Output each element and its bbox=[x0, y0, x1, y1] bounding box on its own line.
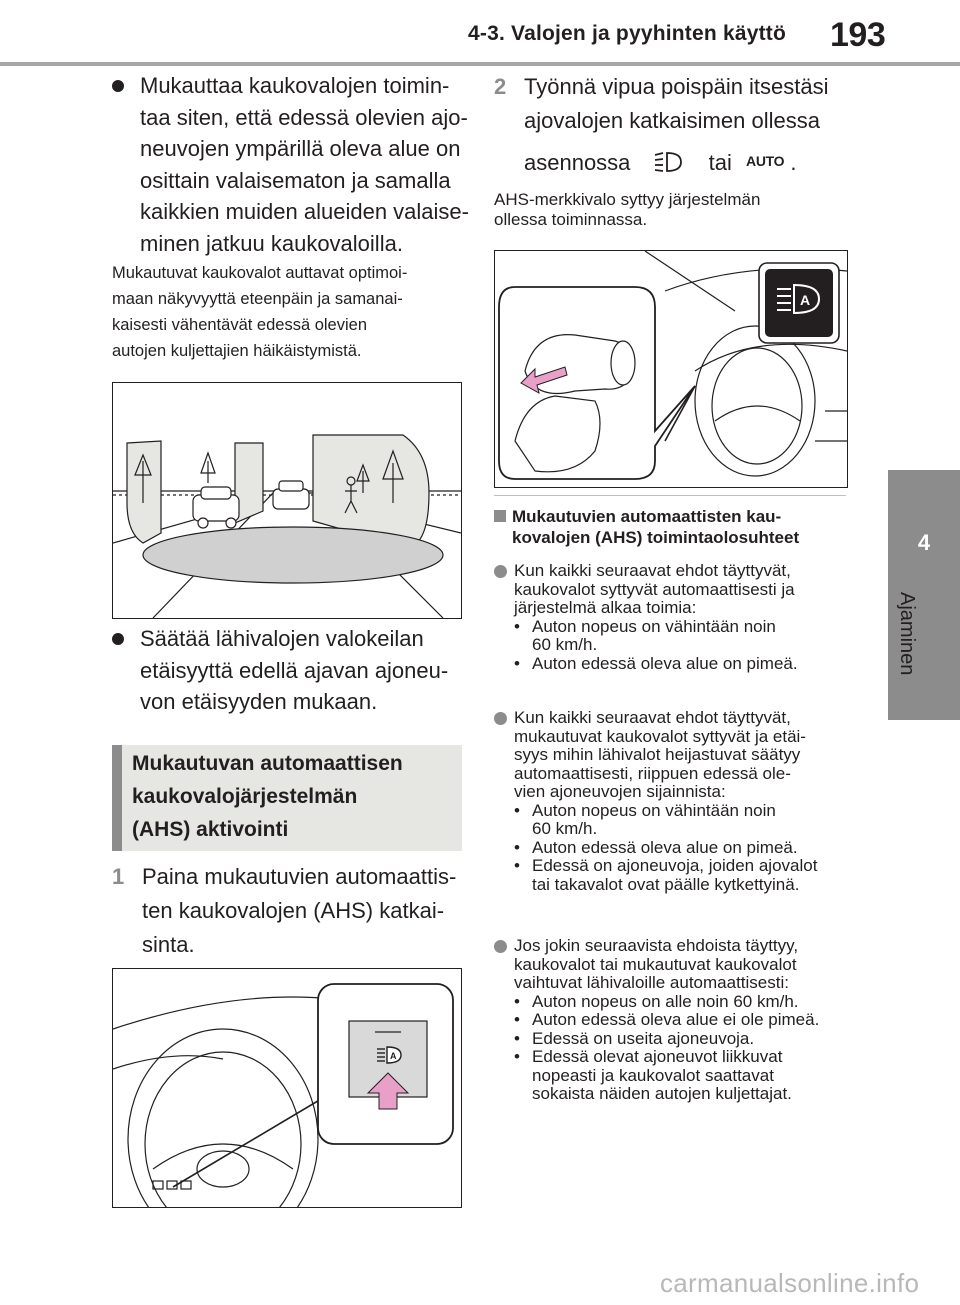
chapter-name-container bbox=[882, 592, 954, 712]
condition-item-2 bbox=[494, 709, 854, 894]
text-line: • Edessä on ajoneuvoja, joiden ajovalot bbox=[532, 856, 818, 875]
chapter-number: 4 bbox=[917, 530, 931, 555]
sub-bullet bbox=[494, 618, 854, 655]
text-line: Jos jokin seuraavista ehdoista täyttyy, bbox=[514, 936, 799, 955]
text-line: automaattisesti, riippuen edessä ole- bbox=[514, 763, 791, 783]
text-line: • Edessä on useita ajoneuvoja. bbox=[532, 1028, 755, 1048]
road-scene-drawing bbox=[113, 383, 461, 618]
text-line: Kun kaikki seuraavat ehdot täyttyvät, bbox=[514, 708, 791, 727]
sub-bullet bbox=[494, 993, 854, 1012]
section-heading bbox=[112, 745, 462, 851]
sub-bullet bbox=[494, 1011, 854, 1030]
text-line: neuvojen ympärillä oleva alue on bbox=[140, 136, 461, 161]
square-bullet-icon bbox=[494, 510, 506, 522]
text-line: • Auton nopeus on alle noin 60 km/h. bbox=[532, 991, 799, 1011]
running-header-title: 4-3. Valojen ja pyyhinten käyttö bbox=[468, 22, 786, 45]
step-2 bbox=[494, 70, 874, 185]
text-line: Paina mukautuvien automaattis- bbox=[142, 864, 457, 889]
text-fragment: . bbox=[790, 150, 797, 175]
text-line: taa siten, että edessä olevien ajo- bbox=[140, 104, 468, 130]
text-line: von etäisyyden mukaan. bbox=[140, 689, 378, 714]
section-title-line: (AHS) aktivointi bbox=[132, 818, 289, 841]
section-title-line: kaukovalojärjestelmän bbox=[132, 785, 358, 808]
condition-item-3 bbox=[494, 937, 854, 1104]
text-line: vaihtuvat lähivaloille automaattisesti: bbox=[514, 973, 789, 992]
step-number: 2 bbox=[494, 74, 507, 99]
svg-text:A: A bbox=[390, 1051, 397, 1061]
bullet-feature-1 bbox=[112, 70, 472, 259]
text-line: autojen kuljettajien häikäistymistä. bbox=[112, 342, 362, 360]
step-number: 1 bbox=[112, 864, 125, 889]
text-line: kaikkien muiden alueiden valaise- bbox=[140, 199, 469, 224]
illustration-road-beam-pattern bbox=[112, 382, 462, 619]
headlight-on-icon bbox=[653, 149, 685, 185]
text-line: kaukovalot syttyvät automaattisesti ja bbox=[514, 579, 795, 599]
watermark-text: carmanualsonline.info bbox=[660, 1268, 920, 1298]
page-number: 193 bbox=[830, 16, 886, 54]
text-line: sinta. bbox=[142, 932, 195, 957]
text-line: • Auton edessä oleva alue ei ole pimeä. bbox=[532, 1010, 820, 1029]
text-fragment: tai bbox=[708, 150, 732, 175]
text-line: etäisyyttä edellä ajavan ajoneu- bbox=[140, 657, 449, 683]
text-line: ten kaukovalojen (AHS) katkai- bbox=[142, 898, 445, 923]
text-line: Mukautuvat kaukovalot auttavat optimoi- bbox=[112, 264, 408, 282]
bullet-dot bbox=[112, 80, 124, 92]
section-heading-bar bbox=[112, 745, 122, 851]
text-line: nopeasti ja kaukovalot saattavat bbox=[532, 1065, 774, 1085]
text-line: ollessa toiminnassa. bbox=[494, 210, 648, 229]
header-rule bbox=[0, 62, 960, 66]
text-line: kaukovalot tai mukautuvat kaukovalot bbox=[514, 954, 797, 974]
illustration-lever-push bbox=[494, 250, 848, 488]
text-line: 60 km/h. bbox=[532, 819, 598, 838]
text-fragment: asennossa bbox=[524, 150, 631, 175]
text-line: osittain valaisematon ja samalla bbox=[140, 167, 451, 193]
note-indicator bbox=[494, 190, 854, 230]
text-line: järjestelmä alkaa toimia: bbox=[514, 598, 697, 617]
text-line: Työnnä vipua poispäin itsestäsi bbox=[524, 74, 829, 99]
round-bullet-icon bbox=[494, 565, 507, 578]
sub-bullet bbox=[494, 839, 854, 858]
text-line: Säätää lähivalojen valokeilan bbox=[140, 626, 424, 651]
text-line: syys mihin lähivalot heijastuvat säätyy bbox=[514, 745, 801, 764]
round-bullet-icon bbox=[494, 940, 507, 953]
text-line: • Auton nopeus on vähintään noin bbox=[532, 800, 776, 820]
text-line: Mukautuvien automaattisten kau- bbox=[512, 507, 782, 526]
bullet-dot bbox=[112, 633, 124, 645]
text-line: • Auton edessä oleva alue on pimeä. bbox=[532, 653, 798, 673]
text-line: sokaista näiden autojen kuljettajat. bbox=[532, 1084, 792, 1103]
dashboard-drawing bbox=[113, 969, 461, 1207]
text-line: kaisesti vähentävät edessä olevien bbox=[112, 316, 367, 334]
lever-drawing bbox=[495, 251, 847, 487]
text-line: Mukauttaa kaukovalojen toimin- bbox=[140, 73, 450, 98]
text-line: tai takavalot ovat päälle kytkettyinä. bbox=[532, 874, 800, 894]
text-line: • Auton nopeus on vähintään noin bbox=[532, 616, 776, 636]
illustration-ahs-switch-location bbox=[112, 968, 462, 1208]
text-line: AHS-merkkivalo syttyy järjestelmän bbox=[494, 190, 761, 209]
text-line: Kun kaikki seuraavat ehdot täyttyvät, bbox=[514, 561, 791, 580]
text-line: ajovalojen katkaisimen ollessa bbox=[524, 108, 820, 133]
note-paragraph bbox=[112, 260, 472, 364]
auto-position-icon: AUTO bbox=[746, 153, 785, 169]
round-bullet-icon bbox=[494, 712, 507, 725]
step-1 bbox=[112, 860, 472, 962]
sub-bullet bbox=[494, 655, 854, 674]
section-divider bbox=[494, 495, 846, 496]
text-line: 60 km/h. bbox=[532, 635, 598, 654]
text-line: mukautuvat kaukovalot syttyvät ja etäi- bbox=[514, 726, 806, 746]
text-line: minen jatkuu kaukovaloilla. bbox=[140, 230, 403, 256]
subsection-heading bbox=[494, 506, 854, 548]
sub-bullet bbox=[494, 1048, 854, 1104]
bullet-feature-2 bbox=[112, 623, 472, 718]
text-line: • Auton edessä oleva alue on pimeä. bbox=[532, 837, 798, 857]
sub-bullet bbox=[494, 857, 854, 894]
text-line: vien ajoneuvojen sijainnista: bbox=[514, 782, 726, 801]
text-line: • Edessä olevat ajoneuvot liikkuvat bbox=[532, 1047, 783, 1066]
text-line: maan näkyvyyttä eteenpäin ja samanai- bbox=[112, 290, 403, 308]
sub-bullet bbox=[494, 1030, 854, 1049]
sub-bullet bbox=[494, 802, 854, 839]
condition-item-1 bbox=[494, 562, 854, 673]
svg-text:A: A bbox=[800, 292, 811, 308]
text-line: kovalojen (AHS) toimintaolosuhteet bbox=[512, 528, 800, 547]
chapter-name: Ajaminen bbox=[896, 592, 918, 676]
step-2-switch-positions bbox=[524, 144, 874, 185]
section-title-line: Mukautuvan automaattisen bbox=[132, 752, 403, 775]
